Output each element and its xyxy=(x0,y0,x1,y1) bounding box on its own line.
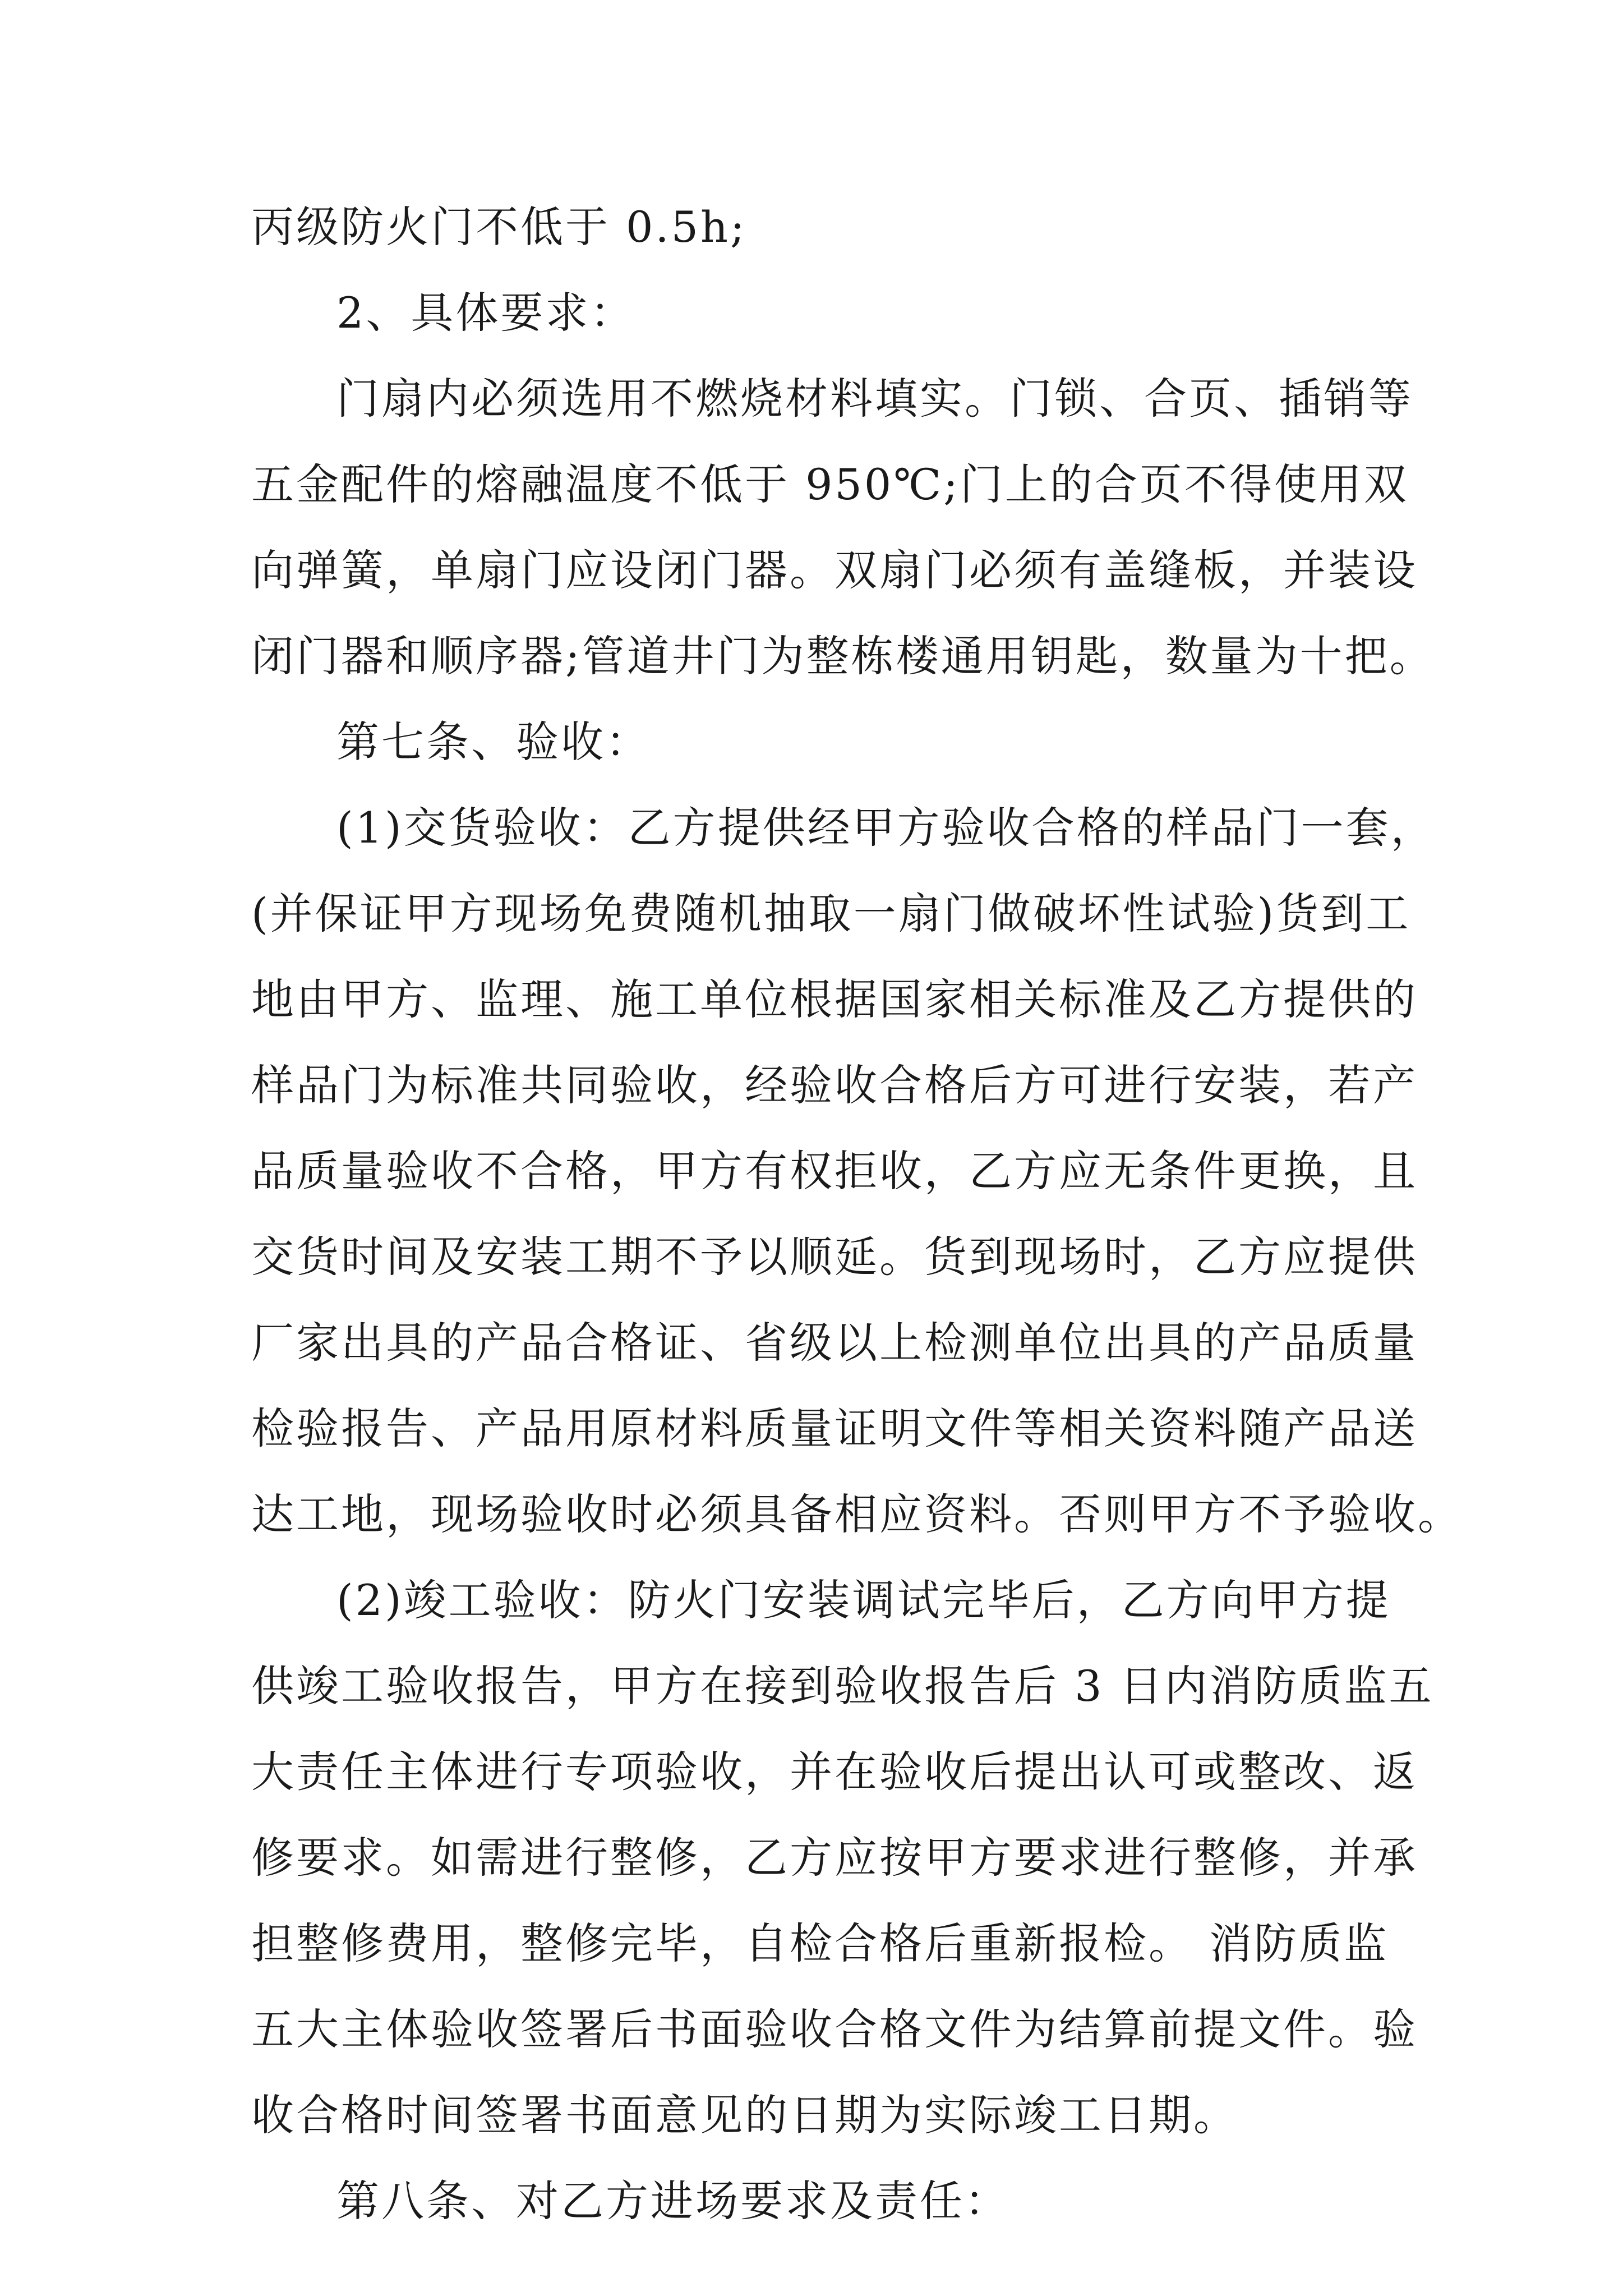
text-line: (2)竣工验收：防火门安装调试完毕后，乙方向甲方提 xyxy=(336,1575,1391,1625)
text-line: 大责任主体进行专项验收，并在验收后提出认可或整改、返 xyxy=(251,1747,1418,1797)
text-line: 向弹簧，单扇门应设闭门器。双扇门必须有盖缝板，并装设 xyxy=(251,545,1418,595)
text-line: 修要求。如需进行整修，乙方应按甲方要求进行整修，并承 xyxy=(251,1833,1418,1883)
text-line: 样品门为标准共同验收，经验收合格后方可进行安装，若产 xyxy=(251,1060,1418,1110)
text-line: 闭门器和顺序器;管道井门为整栋楼通用钥匙，数量为十把。 xyxy=(251,631,1435,681)
text-line: 检验报告、产品用原材料质量证明文件等相关资料随产品送 xyxy=(251,1404,1418,1453)
text-line: (1)交货验收：乙方提供经甲方验收合格的样品门一套， xyxy=(336,803,1436,853)
text-line: 达工地，现场验收时必须具备相应资料。否则甲方不予验收。 xyxy=(251,1489,1463,1539)
text-line: 五金配件的熔融温度不低于 950℃;门上的合页不得使用双 xyxy=(251,459,1409,509)
text-line: 丙级防火门不低于 0.5h; xyxy=(251,202,747,252)
text-line: 厂家出具的产品合格证、省级以上检测单位出具的产品质量 xyxy=(251,1318,1418,1368)
text-line: 担整修费用，整修完毕，自检合格后重新报检。 消防质监 xyxy=(251,1918,1389,1968)
text-line: 供竣工验收报告，甲方在接到验收报告后 3 日内消防质监五 xyxy=(251,1661,1434,1711)
text-line: (并保证甲方现场免费随机抽取一扇门做破坏性试验)货到工 xyxy=(251,889,1411,938)
text-line: 收合格时间签署书面意见的日期为实际竣工日期。 xyxy=(251,2090,1238,2140)
article-heading: 第八条、对乙方进场要求及责任： xyxy=(336,2176,1009,2226)
text-line: 五大主体验收签署后书面验收合格文件为结算前提文件。验 xyxy=(251,2004,1418,2054)
text-line: 品质量验收不合格，甲方有权拒收，乙方应无条件更换，且 xyxy=(251,1146,1418,1196)
article-heading: 第七条、验收： xyxy=(336,717,651,767)
section-heading: 2、具体要求： xyxy=(336,288,635,338)
text-line: 交货时间及安装工期不予以顺延。货到现场时，乙方应提供 xyxy=(251,1232,1418,1282)
text-line: 门扇内必须选用不燃烧材料填实。门锁、合页、插销等 xyxy=(336,374,1413,424)
text-line: 地由甲方、监理、施工单位根据国家相关标准及乙方提供的 xyxy=(251,974,1418,1024)
